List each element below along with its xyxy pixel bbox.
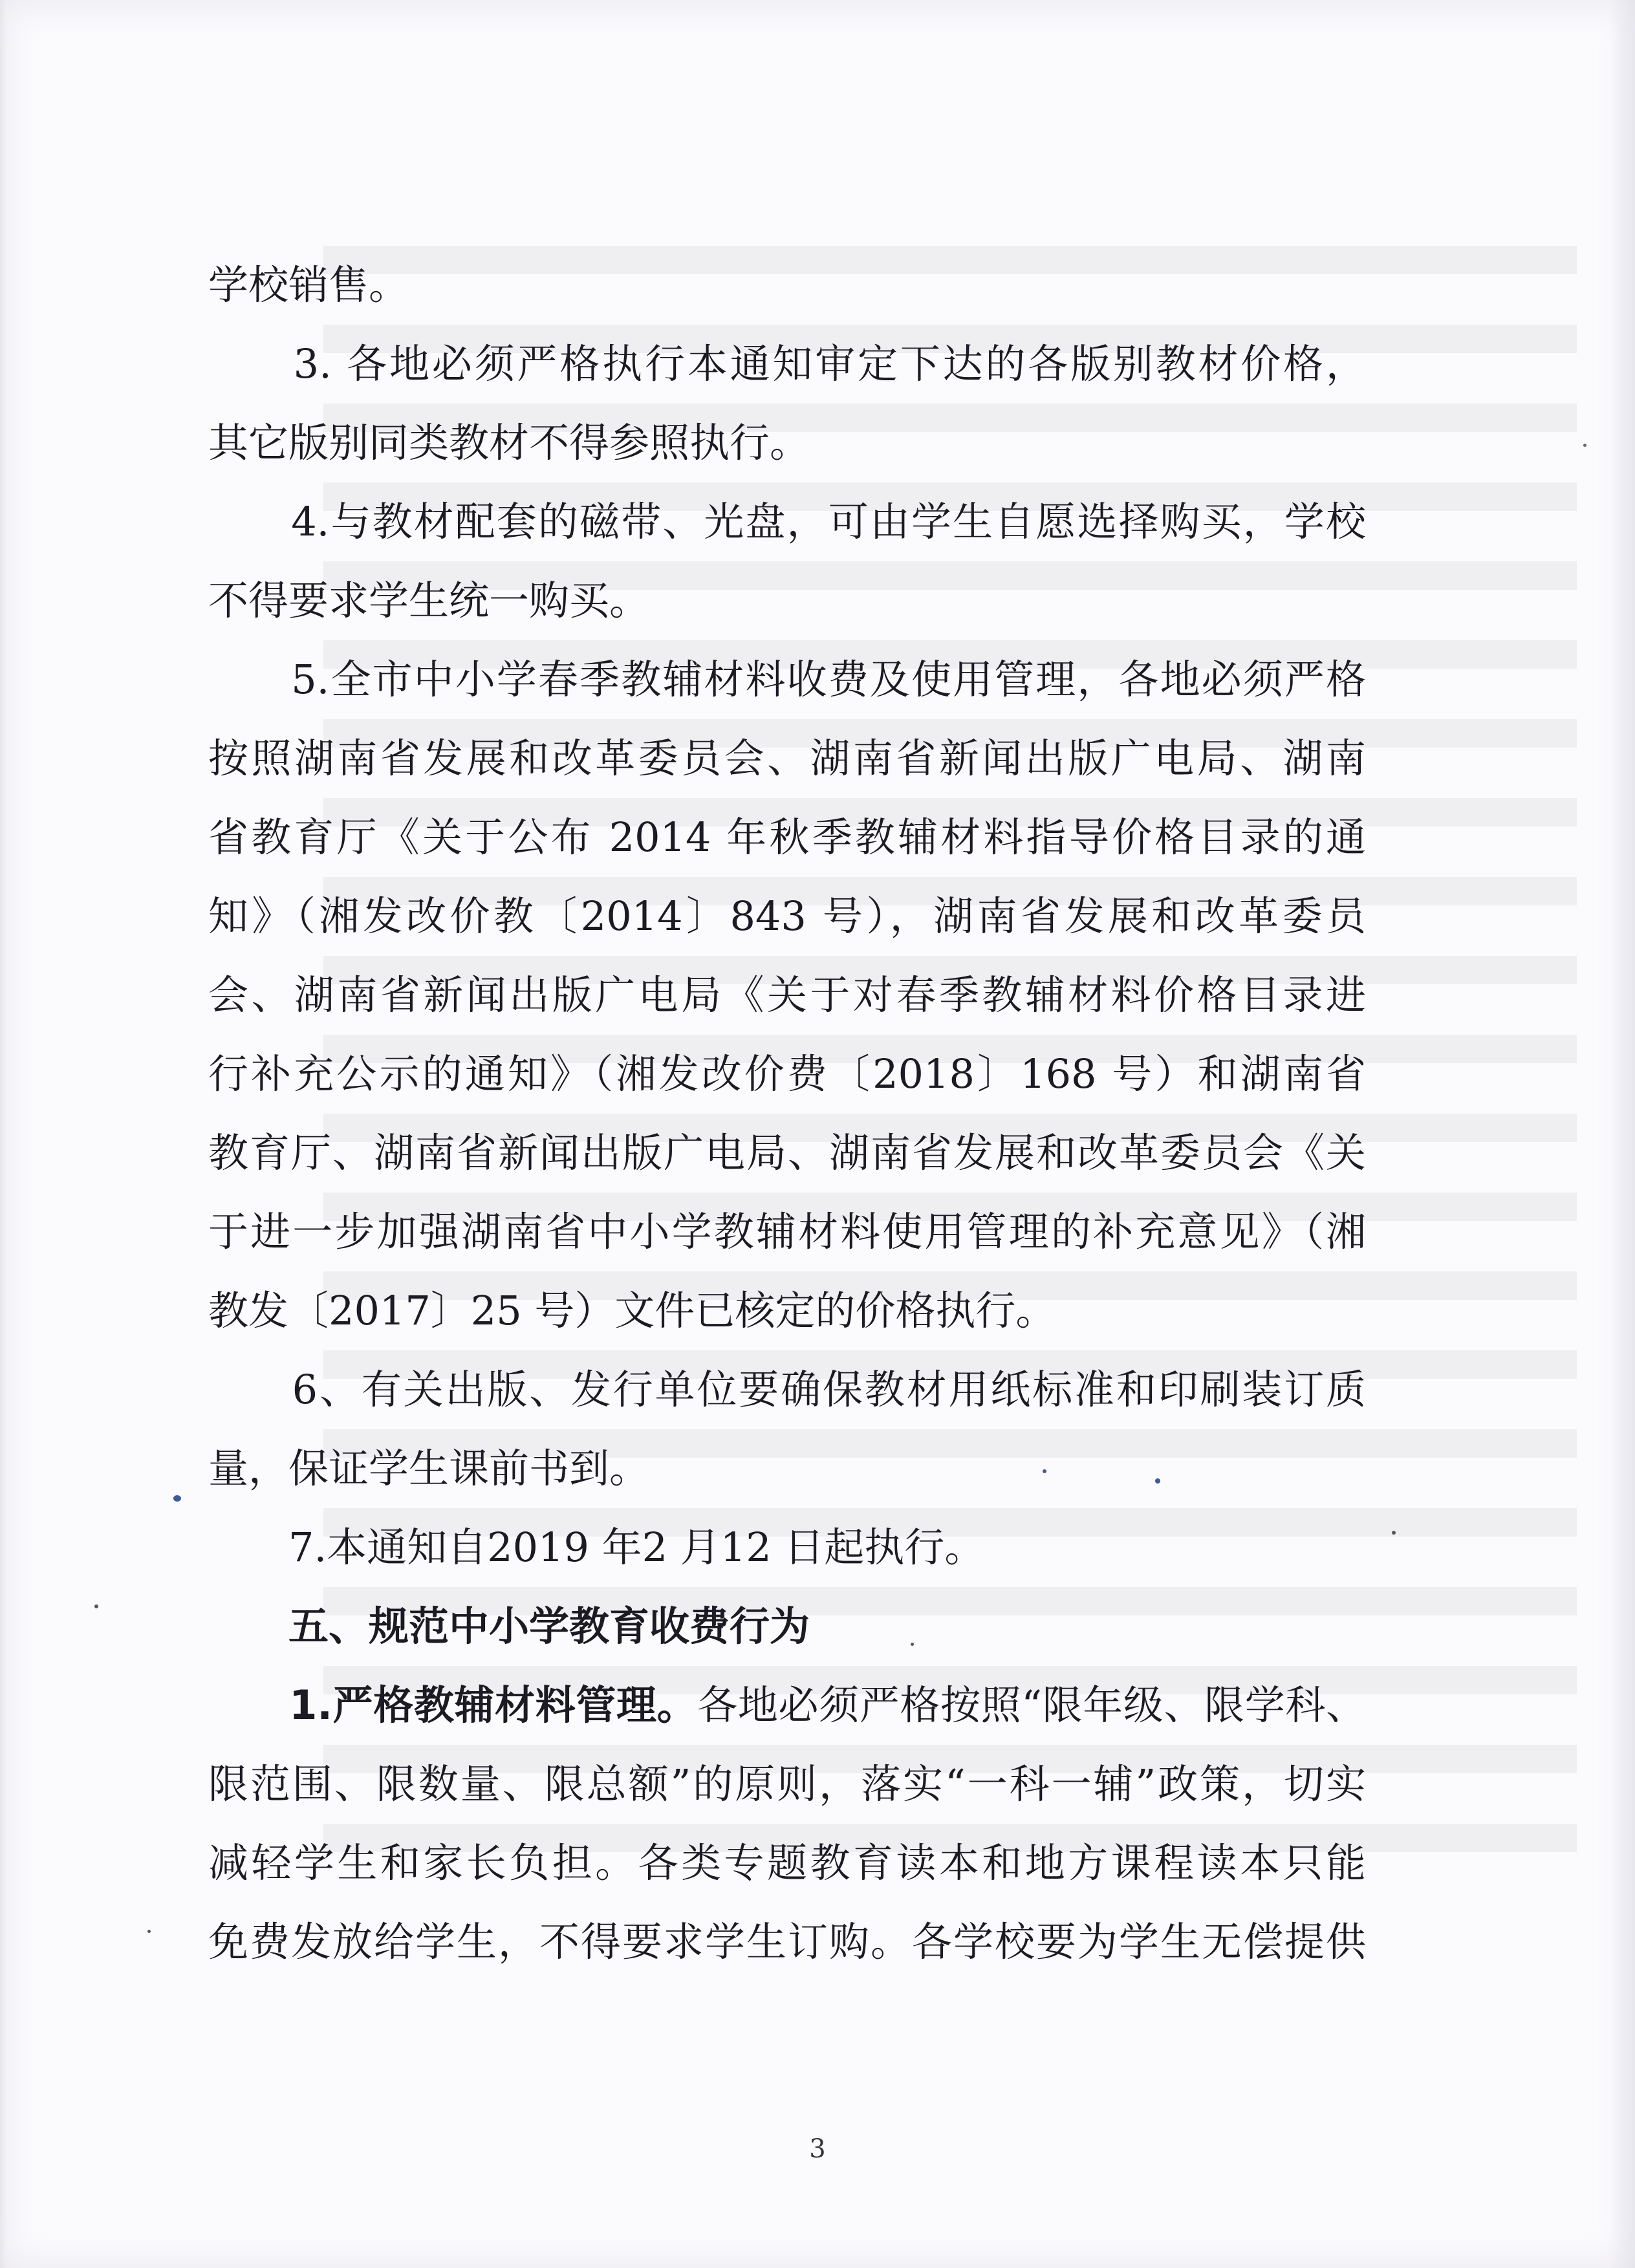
text-line: 5.全市中小学春季教辅材料收费及使用管理，各地必须严格 [208, 656, 1366, 703]
text-line: 会、湖南省新闻出版广电局《关于对春季教辅材料价格目录进 [208, 971, 1366, 1019]
ink-speck [1583, 444, 1586, 447]
text-line: 4.与教材配套的磁带、光盘，可由学生自愿选择购买，学校 [208, 498, 1366, 545]
ink-speck [1155, 1478, 1160, 1484]
text-line: 其它版别同类教材不得参照执行。 [208, 419, 810, 466]
text-line: 7.本通知自2019 年2 月12 日起执行。 [208, 1524, 985, 1571]
scan-shadow-right [1609, 0, 1635, 2268]
section1-text: 各地必须严格按照“限年级、限学科、 [697, 1681, 1366, 1729]
text-line: 量，保证学生课前书到。 [208, 1445, 650, 1492]
text-line: 限范围、限数量、限总额”的原则，落实“一科一辅”政策，切实 [208, 1760, 1366, 1808]
text-line: 省教育厅《关于公布 2014 年秋季教辅材料指导价格目录的通 [208, 814, 1366, 861]
text-line: 教育厅、湖南省新闻出版广电局、湖南省发展和改革委员会《关 [208, 1129, 1366, 1176]
scan-shadow-left [0, 0, 6, 2268]
text-line: 减轻学生和家长负担。各类专题教育读本和地方课程读本只能 [208, 1839, 1366, 1886]
text-line: 3. 各地必须严格执行本通知审定下达的各版别教材价格， [208, 340, 1366, 387]
ink-speck [1043, 1469, 1046, 1473]
text-line: 于进一步加强湖南省中小学教辅材料使用管理的补充意见》（湘 [208, 1208, 1366, 1255]
section-heading: 五、规范中小学教育收费行为 [208, 1603, 810, 1650]
text-line: 行补充公示的通知》（湘发改价费〔2018〕168 号）和湖南省 [208, 1050, 1366, 1097]
ink-speck [147, 1930, 151, 1933]
page-number: 3 [809, 2134, 826, 2164]
section1-title: 1.严格教辅材料管理。 [208, 1681, 698, 1729]
text-line: 按照湖南省发展和改革委员会、湖南省新闻出版广电局、湖南 [208, 735, 1366, 782]
text-line: 学校销售。 [208, 261, 409, 308]
text-line: 免费发放给学生，不得要求学生订购。各学校要为学生无偿提供 [208, 1918, 1366, 1965]
ink-speck [1392, 1531, 1396, 1535]
section1-first-line [208, 1666, 1366, 1745]
text-line: 不得要求学生统一购买。 [208, 577, 650, 624]
text-line: 知》（湘发改价教〔2014〕843 号），湖南省发展和改革委员 [208, 892, 1366, 940]
ink-speck [173, 1495, 181, 1502]
text-line: 6、有关出版、发行单位要确保教材用纸标准和印刷装订质 [208, 1366, 1366, 1413]
ink-speck [911, 1643, 914, 1646]
text-line: 教发〔2017〕25 号）文件已核定的价格执行。 [208, 1287, 1056, 1334]
ink-speck [94, 1604, 98, 1608]
body-text [208, 246, 1366, 1982]
